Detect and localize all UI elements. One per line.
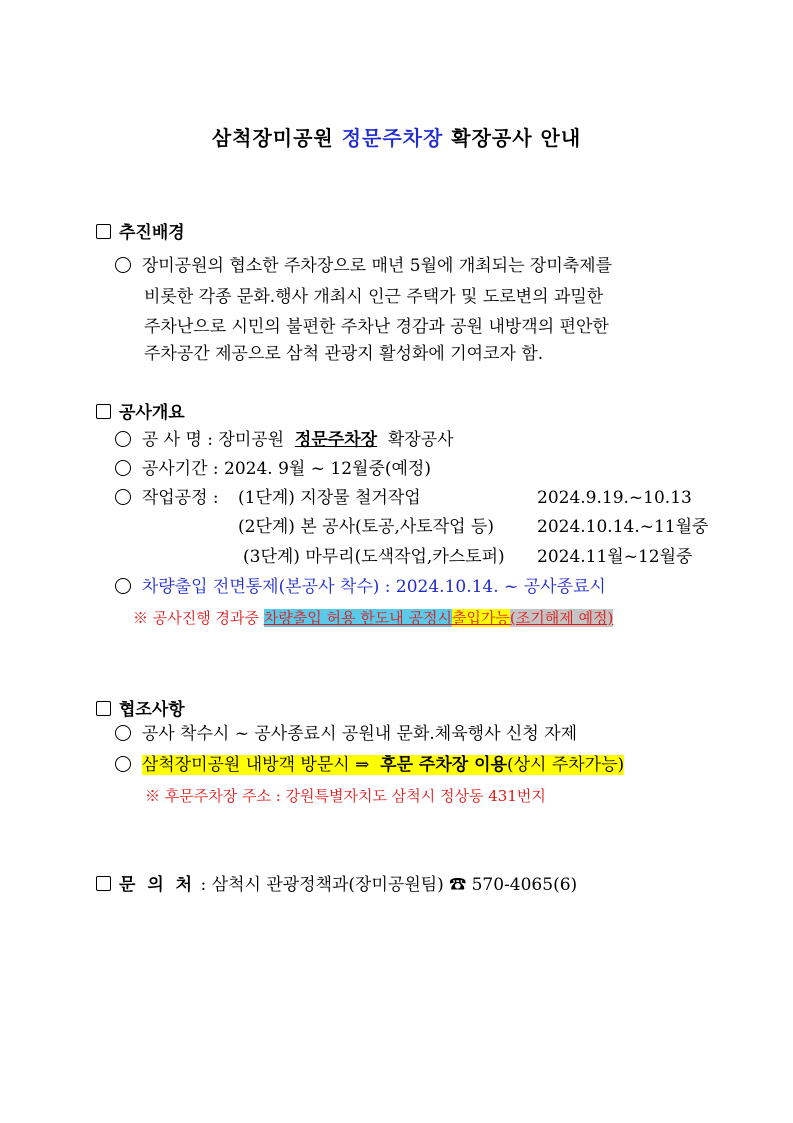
- stage-1-text: (1단계) 지장물 철거작업: [238, 488, 421, 508]
- process-line: 작업공정 :: [115, 484, 219, 512]
- bg-line-3: 주차난으로 시민의 불편한 주차난 경감과 공원 내방객의 편안한: [144, 317, 609, 337]
- rear-parking-emphasis: 후문 주차장 이용: [380, 755, 507, 775]
- circle-bullet-icon: [115, 431, 131, 447]
- traffic-control-line: 차량출입 전면통제(본공사 착수) : 2024.10.14. ~ 공사종료시: [115, 573, 606, 601]
- stage-2-text: (2단계) 본 공사(토공,사토작업 등): [238, 517, 495, 537]
- note-highlight-yellow: 출입가능: [451, 609, 510, 627]
- section-heading-cooperation: [96, 695, 185, 720]
- stage-1-date: 2024.9.19.~10.13: [537, 488, 692, 508]
- stage-3-text: (3단계) 마무리(도색작업,카스토퍼): [243, 547, 505, 567]
- circle-bullet-icon: [115, 489, 131, 505]
- section1-heading-text: 추진배경: [119, 223, 185, 243]
- square-bullet-icon: [96, 224, 111, 239]
- section2-heading-text: 공사개요: [119, 403, 185, 423]
- note-highlight-cyan: 차량출입 허용 한도내 공정시: [263, 609, 452, 627]
- note-highlight-gray: (조기해제 예정): [509, 609, 614, 627]
- period-line: 공사기간 : 2024. 9월 ~ 12월중(예정): [115, 455, 431, 483]
- title-part1: 삼척장미공원: [211, 126, 334, 150]
- section-heading-background: [96, 218, 185, 243]
- section-heading-overview: [96, 398, 185, 423]
- circle-bullet-icon: [115, 257, 131, 273]
- stage-3-date: 2024.11월~12월중: [537, 547, 693, 567]
- section3-heading-text: 협조사항: [119, 700, 185, 720]
- rear-parking-address-note: ※ 후문주차장 주소 : 강원특별자치도 삼척시 정상동 431번지: [145, 787, 546, 805]
- circle-bullet-icon: [115, 725, 131, 741]
- cooperation-line-1: 공사 착수시 ~ 공사종료시 공원내 문화.체육행사 신청 자제: [115, 720, 577, 748]
- square-bullet-icon: [96, 404, 111, 419]
- circle-bullet-icon: [115, 460, 131, 476]
- square-bullet-icon: [96, 876, 111, 891]
- stage-2-date: 2024.10.14.~11월중: [537, 517, 709, 537]
- contact-label: 문 의 처: [119, 875, 196, 895]
- cooperation-line-2: 삼척장미공원 내방객 방문시 ⇒ 후문 주차장 이용(상시 주차가능): [115, 751, 624, 779]
- bg-line-1: 장미공원의 협소한 주차장으로 매년 5월에 개최되는 장미축제를: [115, 252, 612, 280]
- page-title: [0, 122, 793, 151]
- project-name-emphasis: 정문주차장: [294, 430, 378, 450]
- construction-note: ※ 공사진행 경과중 차량출입 허용 한도내 공정시출입가능(조기해제 예정): [133, 609, 614, 627]
- title-part2: 정문주차장: [341, 126, 444, 150]
- bg-line-2: 비롯한 각종 문화.행사 개최시 인근 주택가 및 도로변의 과밀한: [144, 287, 604, 307]
- project-name-line: 공 사 명 : 장미공원 정문주차장 확장공사: [115, 426, 454, 454]
- square-bullet-icon: [96, 701, 111, 716]
- circle-bullet-icon: [115, 756, 131, 772]
- contact-line: [96, 871, 577, 899]
- contact-text: : 삼척시 관광정책과(장미공원팀) ☎ 570-4065(6): [200, 875, 578, 895]
- circle-bullet-icon: [115, 578, 131, 594]
- title-part3: 확장공사 안내: [451, 126, 582, 150]
- bg-line-4: 주차공간 제공으로 삼척 관광지 활성화에 기여코자 함.: [144, 344, 544, 364]
